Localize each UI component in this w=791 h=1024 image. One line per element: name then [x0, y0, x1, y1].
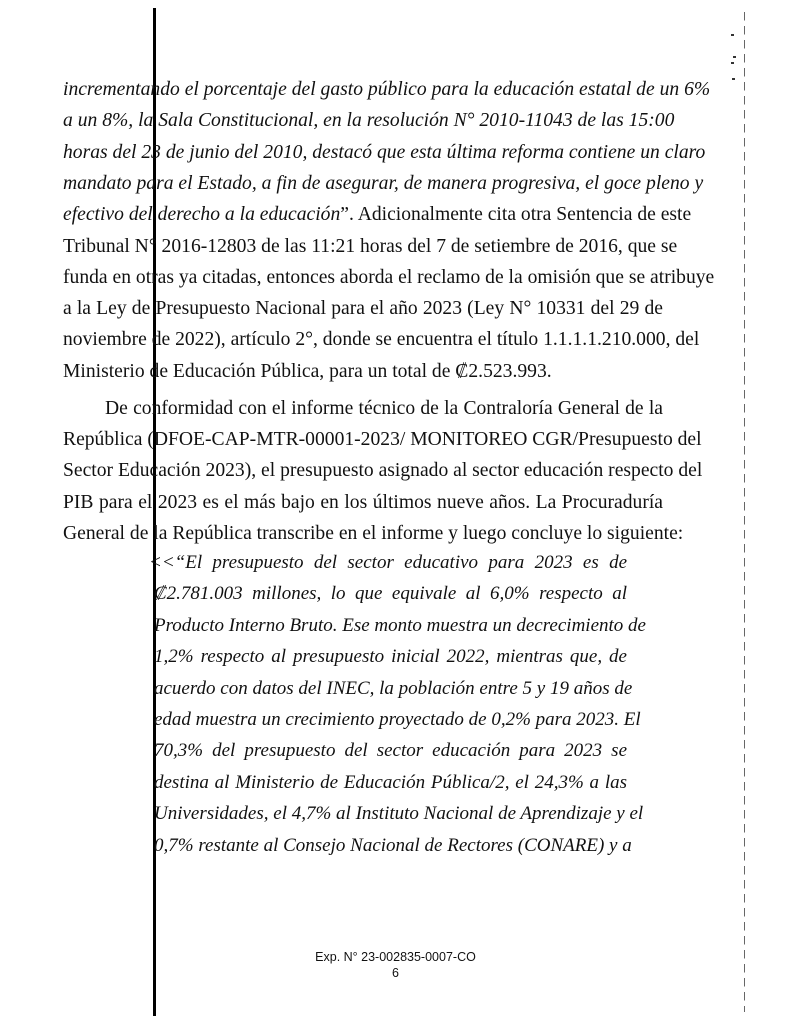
paragraph-1-line: [63, 234, 678, 260]
page-number: 6: [392, 966, 399, 980]
paragraph-2-line: De conformidad con el informe técnico de la Contraloría General de la: [105, 398, 663, 419]
paragraph-2-line: PIB para el 2023 es el más bajo en los últimos nueve años. La Procuraduría: [63, 491, 663, 513]
paragraph-1-line: [63, 171, 704, 197]
quote-line: destina al Ministerio de Educación Pública/2, el 24,3% a las: [154, 771, 627, 793]
scan-specks: [722, 34, 742, 84]
text-run: Ministerio de Educación Pública, para un total de ₡2.523.993.: [63, 360, 552, 382]
case-number: Exp. N° 23-002835-0007-CO: [315, 950, 476, 964]
quote-line: acuerdo con datos del INEC, la población entre 5 y 19 años de: [154, 677, 633, 699]
paragraph-1-line: [63, 327, 700, 353]
quote-line: edad muestra un crecimiento proyectado de 0,2% para 2023. El: [154, 709, 641, 730]
text-run: a la Ley de Presupuesto Nacional para el año 2023 (Ley N° 10331 del 29 de: [63, 298, 663, 320]
paragraph-1-line: [63, 202, 692, 228]
paragraph-1-line: [63, 359, 552, 385]
quote-line: Producto Interno Bruto. Ese monto muestra un decrecimiento de: [154, 614, 646, 636]
paragraph-1-line: [63, 140, 706, 166]
text-run: incrementando el porcentaje del gasto público para la educación estatal de un 6%: [63, 79, 711, 100]
text-run: a un 8%, la Sala Constitucional, en la resolución N° 2010-11043 de las 15:00: [63, 110, 675, 132]
paragraph-1-line: [63, 265, 715, 291]
quote-line: <<“El presupuesto del sector educativo para 2023 es de: [149, 552, 627, 573]
paragraph-1-line: [63, 108, 675, 134]
text-run: noviembre de 2022), artículo 2°, donde se encuentra el título 1.1.1.1.210.000, del: [63, 329, 700, 351]
quote-line: ₡2.781.003 millones, lo que equivale al 6,0% respecto al: [154, 583, 627, 605]
quote-line: 70,3% del presupuesto del sector educación para 2023 se: [154, 740, 627, 762]
quote-line: 0,7% restante al Consejo Nacional de Rectores (CONARE) y a: [154, 834, 632, 856]
paragraph-1-line: [63, 296, 663, 322]
paragraph-2-line: General de la República transcribe en el informe y luego concluye lo siguiente:: [63, 522, 684, 544]
text-run: Tribunal N° 2016-12803 de las 11:21 horas del 7 de setiembre de 2016, que se: [63, 235, 678, 257]
paragraph-2-line: Sector Educación 2023), el presupuesto asignado al sector educación respecto del: [63, 460, 703, 482]
paragraph-1-line: [63, 77, 711, 103]
quote-line: 1,2% respecto al presupuesto inicial 2022, mientras que, de: [154, 646, 627, 668]
text-run: efectivo del derecho a la educación: [63, 204, 341, 226]
text-run: funda en otras ya citadas, entonces aborda el reclamo de la omisión que se atribuye: [63, 266, 715, 288]
text-run: horas del 23 de junio del 2010, destacó que esta última reforma contiene un claro: [63, 141, 706, 163]
paragraph-2-line: República (DFOE-CAP-MTR-00001-2023/ MONITOREO CGR/Presupuesto del: [63, 429, 702, 451]
quote-line: Universidades, el 4,7% al Instituto Nacional de Aprendizaje y el: [154, 803, 644, 825]
text-run: ”. Adicionalmente cita otra Sentencia de este: [340, 204, 692, 226]
text-run: mandato para el Estado, a fin de asegurar, de manera progresiva, el goce pleno y: [63, 172, 704, 194]
scan-edge-line: [744, 12, 745, 1012]
